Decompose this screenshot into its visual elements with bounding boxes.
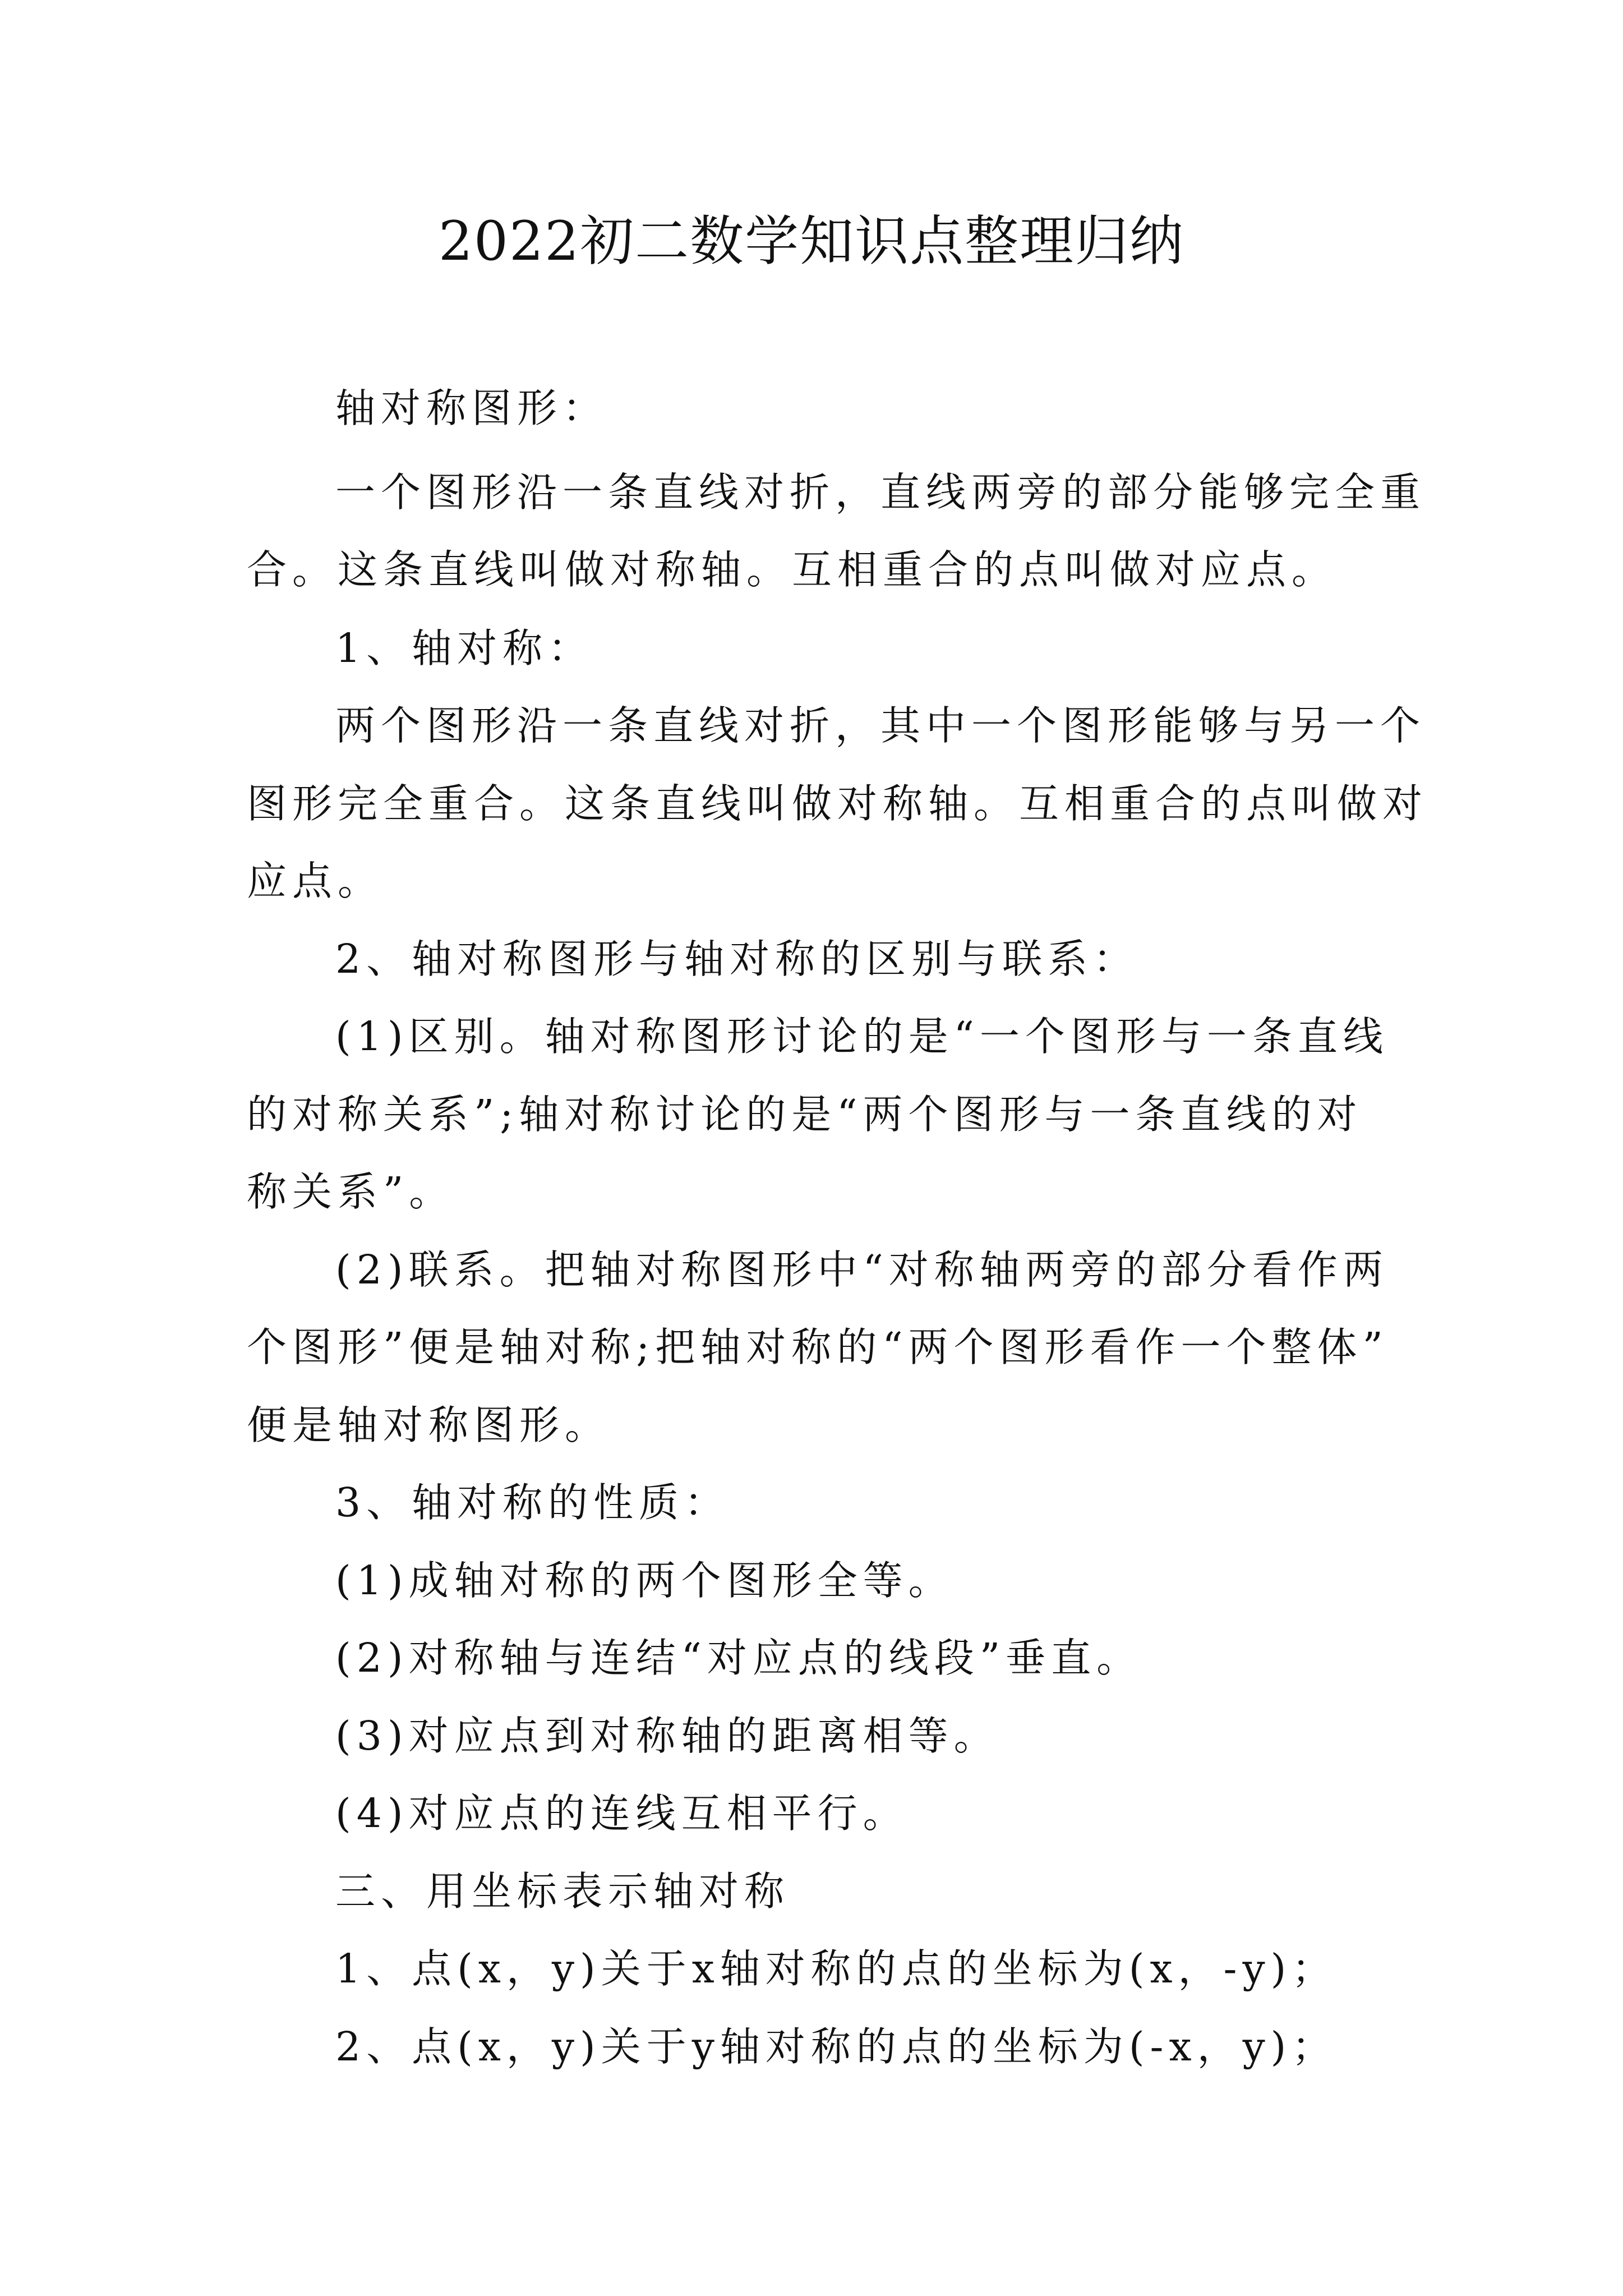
text-line: 应点。 xyxy=(247,858,384,904)
text-line: 便是轴对称图形。 xyxy=(247,1402,611,1448)
text-line: 2、轴对称图形与轴对称的区别与联系： xyxy=(335,936,1139,982)
text-line: 个图形”便是轴对称;把轴对称的“两个图形看作一个整体” xyxy=(247,1324,1389,1370)
text-line: 轴对称图形： xyxy=(335,385,608,431)
text-line: 合。这条直线叫做对称轴。互相重合的点叫做对应点。 xyxy=(247,546,1338,593)
text-line: 2、点(x，y)关于y轴对称的点的坐标为(-x，y)； xyxy=(335,2023,1338,2070)
text-line: 1、轴对称： xyxy=(335,625,594,671)
text-line: 图形完全重合。这条直线叫做对称轴。互相重合的点叫做对 xyxy=(247,780,1428,827)
text-line: 一个图形沿一条直线对折，直线两旁的部分能够完全重 xyxy=(335,469,1426,516)
text-line: (1)区别。轴对称图形讨论的是“一个图形与一条直线 xyxy=(335,1013,1389,1060)
text-line: 两个图形沿一条直线对折，其中一个图形能够与另一个 xyxy=(335,702,1426,749)
page-title: 2022初二数学知识点整理归纳 xyxy=(438,210,1185,273)
text-line: 3、轴对称的性质： xyxy=(335,1479,730,1526)
text-line: 1、点(x，y)关于x轴对称的点的坐标为(x，-y)； xyxy=(335,1945,1338,1992)
text-line: (4)对应点的连线互相平行。 xyxy=(335,1790,909,1837)
text-line: (2)联系。把轴对称图形中“对称轴两旁的部分看作两 xyxy=(335,1246,1389,1293)
text-line: (2)对称轴与连结“对应点的线段”垂直。 xyxy=(335,1635,1142,1681)
text-line: 的对称关系”;轴对称讨论的是“两个图形与一条直线的对 xyxy=(247,1091,1363,1138)
text-line: 三、用坐标表示轴对称 xyxy=(335,1868,790,1915)
text-line: (1)成轴对称的两个图形全等。 xyxy=(335,1557,954,1604)
text-line: 称关系”。 xyxy=(247,1168,455,1215)
text-line: (3)对应点到对称轴的距离相等。 xyxy=(335,1713,999,1759)
